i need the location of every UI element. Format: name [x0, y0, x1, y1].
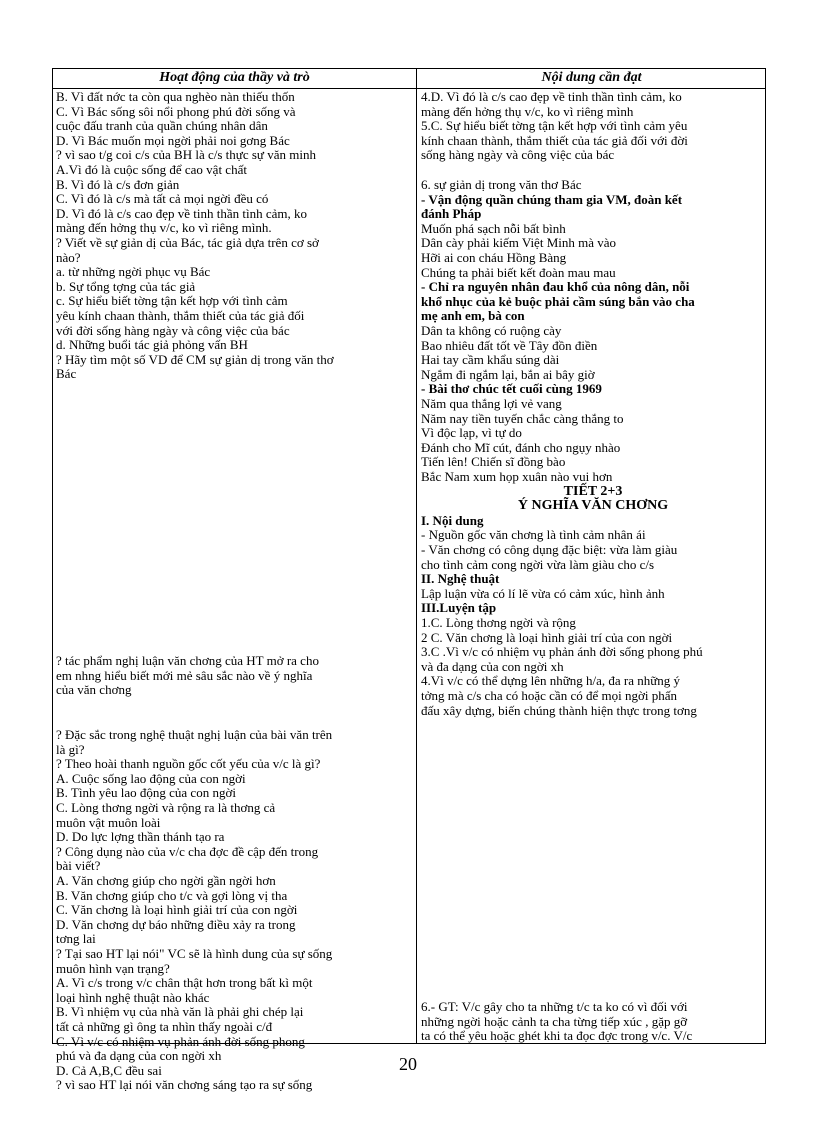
right-text-line: và đa dạng của con ngời xh: [421, 658, 564, 674]
right-text-line: Ngắm đi ngắm lại, bắn ai bây giờ: [421, 366, 595, 382]
right-text-line: những ngời hoặc cảnh ta cha từng tiếp xúc , gặp gỡ: [421, 1013, 688, 1029]
left-text-line: A. Văn chơng giúp cho ngời gần ngời hơn: [56, 873, 276, 888]
right-text-line: Đánh cho Mĩ cút, đánh cho ngụy nhào: [421, 439, 621, 455]
left-text-line: D. Vì Bác muốn mọi ngời phải noi gơng Bác: [56, 132, 290, 148]
left-text-line: D. Văn chơng dự báo những điều xảy ra trong: [56, 916, 296, 932]
left-text-line: tơng lai: [56, 931, 96, 947]
header-content: Nội dung cần đạt: [541, 70, 642, 85]
right-text-line: 6. sự giản dị trong văn thơ Bác: [421, 177, 582, 192]
right-text-line: Dân cày phải kiếm Việt Minh mà vào: [421, 235, 617, 251]
right-text-line: kính chaan thành, thắm thiết của tác giả đối với đời: [421, 132, 688, 148]
left-text-line: B. Tình yêu lao động của con ngời: [56, 785, 236, 801]
right-text-line: - Nguồn gốc văn chơng là tình cảm nhân ái: [421, 527, 646, 543]
right-text-line: màng đến hởng thụ v/c, ko vì riêng mình: [421, 103, 634, 119]
left-text-line: ? Tại sao HT lại nói" VC sẽ là hình dung của sự sống: [56, 946, 333, 961]
left-text-line: A.Vì đó là cuộc sống để cao vật chất: [56, 162, 247, 177]
right-text-line: Năm qua thắng lợi vẻ vang: [421, 396, 562, 411]
column-divider: [416, 69, 417, 1043]
left-text-line: D. Vì đó là c/s cao đẹp về tinh thần tình cảm, ko: [56, 205, 308, 221]
right-text-line: 4.Vì v/c có thể dựng lên những h/a, đa ra những ý: [421, 673, 681, 689]
left-text-line: ? vì sao t/g coi c/s của BH là c/s thực sự văn minh: [56, 147, 316, 163]
left-text-line: loại hình nghệ thuật nào khác: [56, 989, 210, 1005]
left-text-line: Bác: [56, 366, 77, 382]
table-header-row: [53, 69, 765, 89]
right-text-line: Tiến lên! Chiến sĩ đồng bào: [421, 454, 566, 470]
left-text-line: màng đến hởng thụ v/c, ko vì riêng mình.: [56, 220, 272, 236]
left-text-line: ? Viết về sự giản dị của Bác, tác giả dựa trên cơ sở: [56, 235, 319, 250]
right-text-line: Muốn phá sạch nỗi bất bình: [421, 220, 566, 236]
left-text-line: là gì?: [56, 741, 85, 757]
left-text-line: d. Những buổi tác giả phỏng vấn BH: [56, 337, 248, 353]
left-text-line: cuộc đấu tranh của quần chúng nhân dân: [56, 118, 268, 134]
left-text-line: C. Lòng thơng ngời và rộng ra là thơng cả: [56, 800, 276, 815]
right-text-line: Bao nhiêu đất tốt về Tây đồn điền: [421, 337, 598, 353]
left-text-line: ? Hãy tìm một số VD để CM sự giản dị trong văn thơ: [56, 351, 334, 367]
right-text-line: 1.C. Lòng thơng ngời và rộng: [421, 615, 576, 630]
left-text-line: yêu kính chaan thành, thắm thiết của tác giả đối: [56, 308, 305, 323]
right-text-line: Dân ta không có ruộng cày: [421, 323, 562, 338]
right-text-line: 4.D. Vì đó là c/s cao đẹp về tinh thần tình cảm, ko: [421, 89, 682, 104]
left-text-line: A. Vì c/s trong v/c chân thật hơn trong bất kì một: [56, 975, 313, 991]
right-text-line: Ý NGHĨA VĂN CHƠNG: [517, 498, 669, 514]
right-text-line: - Vận động quần chúng tham gia VM, đoàn kết: [421, 191, 683, 207]
left-text-line: C. Vì v/c có nhiệm vụ phản ánh đời sống phong: [56, 1033, 305, 1049]
left-text-line: B. Văn chơng giúp cho t/c và gợi lòng vị tha: [56, 887, 288, 903]
left-text-line: a. từ những ngời phục vụ Bác: [56, 264, 211, 280]
left-text-line: em nhng hiểu biết mới mẻ sâu sắc nào về ý nghĩa: [56, 667, 313, 683]
right-text-line: Lập luận vừa có lí lẽ vừa có cảm xúc, hình ảnh: [421, 585, 665, 601]
left-text-line: C. Vì đó là c/s mà tất cả mọi ngời đều có: [56, 191, 269, 207]
right-text-line: - Chỉ ra nguyên nhân đau khổ của nông dân, nỗi: [421, 279, 690, 295]
right-text-line: tởng mà c/s cha có hoặc cần có để mọi ngời phấn: [421, 688, 677, 703]
left-text-line: với đời sống hàng ngày và công việc của bác: [56, 322, 290, 338]
right-text-line: 5.C. Sự hiểu biết tờng tận kết hợp với tình cảm yêu: [421, 118, 688, 134]
right-text-line: 2 C. Văn chơng là loại hình giải trí của con ngời: [421, 629, 673, 645]
right-text-line: Bắc Nam xum họp xuân nào vui hơn: [421, 469, 613, 484]
right-text-line: Hai tay cầm khẩu súng dài: [421, 352, 560, 368]
left-text-line: ? Đặc sắc trong nghệ thuật nghị luận của bài văn trên: [56, 727, 333, 742]
right-text-line: Vì độc lạp, vì tự do: [421, 425, 522, 441]
left-text-line: c. Sự hiểu biết tờng tận kết hợp với tình cảm: [56, 293, 288, 309]
right-text-line: cho tình cảm cong ngời vừa làm giàu cho c/s: [421, 556, 655, 572]
right-text-line: III.Luyện tập: [421, 600, 497, 616]
right-text-line: khổ nhục của kẻ buộc phải cầm súng bắn vào cha: [421, 293, 695, 309]
page-number: 20: [399, 1054, 417, 1074]
right-text-line: Chúng ta phải biết kết đoàn mau mau: [421, 264, 616, 280]
left-text-line: D. Do lực lợng thần thánh tạo ra: [56, 829, 225, 845]
right-column: [421, 88, 765, 1043]
left-text-line: b. Sự tổng tợng của tác giả: [56, 278, 196, 294]
right-text-line: - Bài thơ chúc tết cuối cùng 1969: [421, 381, 602, 397]
left-text-line: B. Vì nhiệm vụ của nhà văn là phải ghi chép lại: [56, 1004, 304, 1020]
left-text-line: muôn hình vạn trạng?: [56, 960, 170, 976]
right-text-line: mẹ anh em, bà con: [421, 308, 525, 324]
left-text-line: B. Vì đất nớc ta còn qua nghèo nàn thiếu thốn: [56, 89, 295, 104]
header-activities: Hoạt động của thầy và trò: [159, 70, 310, 85]
right-text-line: đánh Pháp: [421, 206, 482, 222]
right-text-line: 3.C .Vì v/c có nhiệm vụ phản ánh đời sống phong phú: [421, 644, 703, 660]
right-text-line: ta có thể yêu hoặc ghét khi ta đọc đợc trong v/c. V/c: [421, 1028, 693, 1044]
left-text-line: nào?: [56, 249, 81, 265]
right-text-line: TIẾT 2+3: [563, 483, 623, 499]
right-text-line: đấu xây dựng, biến chúng thành hiện thực trong tơng: [421, 702, 697, 718]
right-text-line: Hỡi ai con cháu Hồng Bàng: [421, 250, 567, 265]
left-text-line: ? tác phẩm nghị luận văn chơng của HT mở ra cho: [56, 653, 319, 668]
left-text-line: bài viết?: [56, 858, 101, 874]
right-text-line: I. Nội dung: [421, 512, 484, 528]
left-text-line: ? vì sao HT lại nói văn chơng sáng tạo ra sự sống: [56, 1077, 313, 1093]
right-text-line: - Văn chơng có công dụng đặc biệt: vừa làm giàu: [421, 542, 678, 557]
left-text-line: D. Cả A,B,C đều sai: [56, 1062, 162, 1078]
right-text-line: 6.- GT: V/c gây cho ta những t/c ta ko có vì đối với: [421, 999, 688, 1014]
right-text-line: Năm nay tiền tuyến chắc càng thắng to: [421, 410, 624, 426]
left-text-line: ? Công dụng nào của v/c cha đợc đề cập đến trong: [56, 843, 319, 859]
right-text-line: sống hàng ngày và công việc của bác: [421, 147, 615, 163]
left-text-line: C. Văn chơng là loại hình giải trí của con ngời: [56, 902, 298, 918]
right-text-line: II. Nghệ thuật: [421, 571, 500, 587]
left-text-line: muôn vật muôn loài: [56, 814, 161, 830]
left-text-line: của văn chơng: [56, 682, 132, 698]
left-text-line: ? Theo hoài thanh nguồn gốc cốt yếu của v/c là gì?: [56, 756, 321, 772]
left-text-line: B. Vì đó là c/s đơn giản: [56, 176, 180, 192]
left-text-line: C. Vì Bác sống sôi nổi phong phú đời sống và: [56, 103, 296, 119]
left-text-line: A. Cuộc sống lao động của con ngời: [56, 770, 246, 786]
left-text-line: phú và đa dạng của con ngời xh: [56, 1048, 222, 1064]
left-text-line: tất cả những gì ông ta nhìn thấy ngoài c/đ: [56, 1019, 273, 1034]
